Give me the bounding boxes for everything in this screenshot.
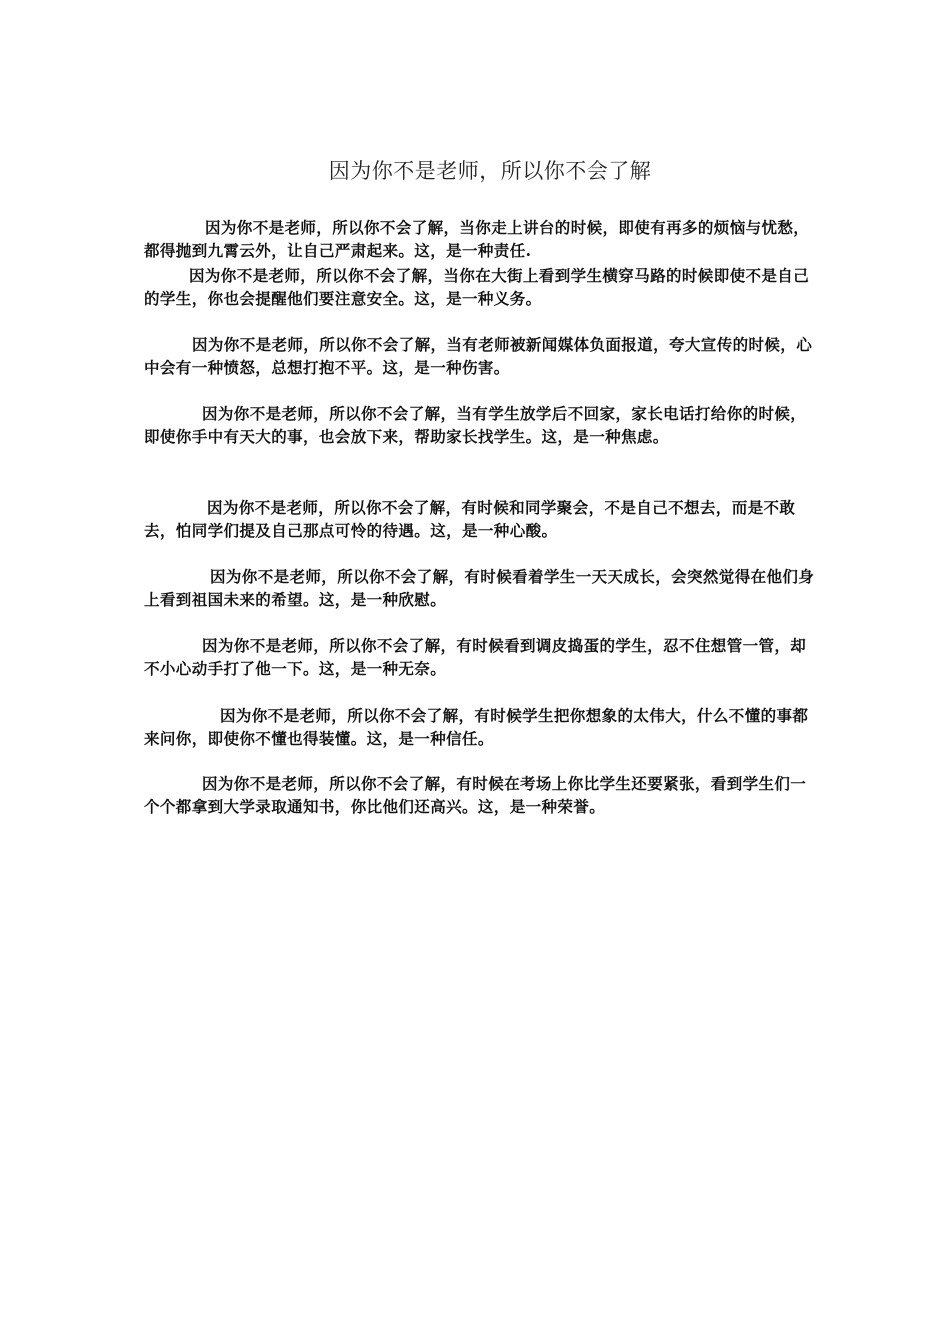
paragraph-8: 因为你不是老师，所以你不会了解，有时候学生把你想象的太伟大，什么不懂的事都来问你，即使你不懂也得装懂。这，是一种信任。 [144, 706, 809, 748]
paragraph-2: 因为你不是老师，所以你不会了解，当你在大街上看到学生横穿马路的时候即使不是自己的学生，你也会提醒他们要注意安全。这，是一种义务。 [144, 266, 810, 308]
paragraph-6: 因为你不是老师，所以你不会了解，有时候看着学生一天天成长，会突然觉得在他们身上看到祖国未来的希望。这，是一种欣慰。 [144, 567, 815, 609]
paragraph-1: 因为你不是老师，所以你不会了解，当你走上讲台的时候，即使有再多的烦恼与忧愁，都得抛到九霄云外，让自己严肃起来。这，是一种责任. [144, 218, 810, 260]
paragraph-3: 因为你不是老师，所以你不会了解，当有老师被新闻媒体负面报道，夸大宣传的时候，心中会有一种愤怒，总想打抱不平。这，是一种伤害。 [144, 335, 813, 377]
document-title: 因为你不是老师，所以你不会了解 [328, 159, 652, 183]
paragraph-5: 因为你不是老师，所以你不会了解，有时候和同学聚会，不是自己不想去，而是不敢去，怕同学们提及自己那点可怜的待遇。这，是一种心酸。 [144, 498, 796, 540]
paragraph-7: 因为你不是老师，所以你不会了解，有时候看到调皮捣蛋的学生，忍不住想管一管，却不小心动手打了他一下。这，是一种无奈。 [144, 636, 807, 678]
paragraph-9: 因为你不是老师，所以你不会了解，有时候在考场上你比学生还要紧张，看到学生们一个个都拿到大学录取通知书，你比他们还高兴。这，是一种荣誉。 [144, 774, 807, 816]
paragraph-4: 因为你不是老师，所以你不会了解，当有学生放学后不回家，家长电话打给你的时候，即使你手中有天大的事，也会放下来，帮助家长找学生。这，是一种焦虑。 [144, 404, 807, 446]
